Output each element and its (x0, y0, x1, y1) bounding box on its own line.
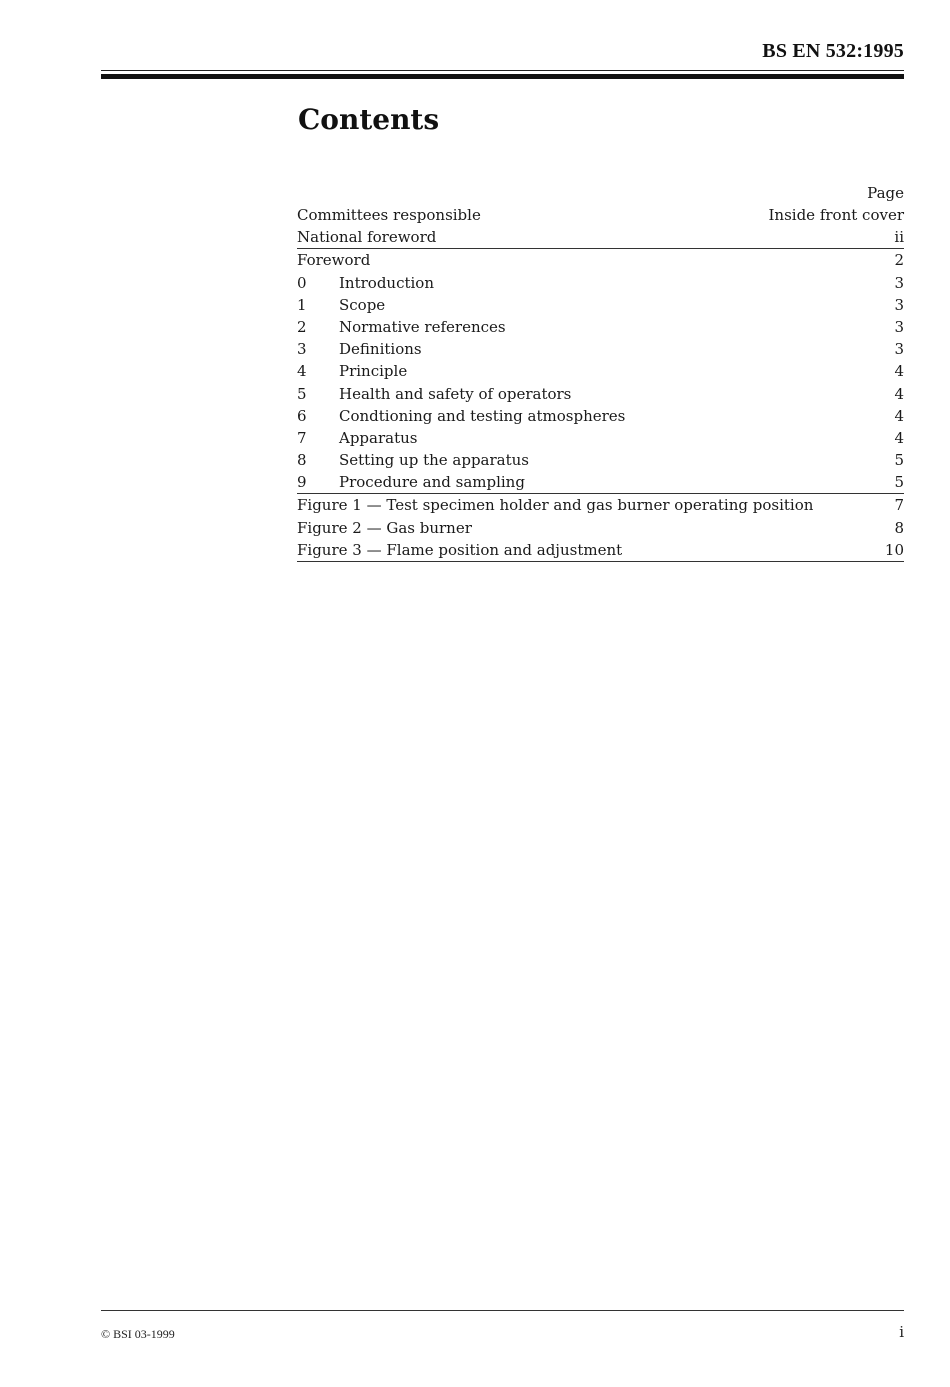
toc-entry-section-2[interactable] (297, 316, 904, 338)
toc-entry-foreword[interactable] (297, 248, 904, 271)
toc-entry-section-6[interactable] (297, 405, 904, 427)
toc-entry-number: 0 (297, 273, 307, 292)
toc-entry-label: National foreword (297, 228, 437, 247)
toc-entry-page: 5 (894, 451, 904, 470)
toc-entry-number: 4 (297, 362, 307, 381)
toc-entry-page: 3 (894, 317, 904, 336)
toc-entry-page: 3 (894, 340, 904, 359)
table-of-contents (297, 182, 904, 562)
toc-entry-section-3[interactable] (297, 338, 904, 360)
toc-entry-figure-1[interactable] (297, 493, 904, 516)
toc-entry-label: Condtioning and testing atmospheres (339, 406, 626, 425)
toc-entry-section-7[interactable] (297, 427, 904, 449)
toc-entry-label: Figure 2 — Gas burner (297, 518, 472, 537)
toc-entry-figure-3[interactable] (297, 539, 904, 561)
toc-entry-section-0[interactable] (297, 272, 904, 294)
footer-rule (101, 1310, 904, 1311)
toc-entry-label: Procedure and sampling (339, 473, 525, 492)
toc-entry-number: 9 (297, 473, 307, 492)
header-rule-thin (101, 70, 904, 71)
toc-entry-label: Definitions (339, 340, 422, 359)
toc-entry-label: Introduction (339, 273, 434, 292)
toc-entry-page: 7 (894, 496, 904, 515)
toc-entry-label: Setting up the apparatus (339, 451, 529, 470)
header-rule-thick (101, 74, 904, 79)
standard-number: BS EN 532:1995 (762, 40, 904, 62)
toc-entry-label: Foreword (297, 251, 371, 270)
toc-entry-page: 10 (884, 540, 904, 559)
toc-entry-section-4[interactable] (297, 360, 904, 382)
toc-entry-page: 3 (894, 273, 904, 292)
page-number: i (899, 1323, 904, 1341)
toc-entry-label: Health and safety of operators (339, 384, 572, 403)
toc-entry-committees[interactable] (297, 204, 904, 226)
toc-end-rule (297, 561, 904, 562)
copyright-notice: © BSI 03-1999 (101, 1327, 175, 1341)
toc-entry-page: 5 (894, 473, 904, 492)
toc-entry-number: 3 (297, 340, 307, 359)
toc-entry-number: 6 (297, 406, 307, 425)
toc-entry-page: 2 (894, 251, 904, 270)
toc-entry-national-foreword[interactable] (297, 226, 904, 248)
toc-entry-page: Inside front cover (768, 206, 904, 224)
toc-entry-page: ii (894, 228, 904, 247)
toc-entry-label: Scope (339, 295, 386, 314)
toc-entry-label: Normative references (339, 317, 506, 336)
toc-entry-page: 4 (894, 406, 904, 425)
toc-entry-page: 3 (894, 295, 904, 314)
toc-entry-number: 8 (297, 451, 307, 470)
toc-entry-label: Figure 3 — Flame position and adjustment (297, 540, 623, 559)
toc-entry-section-1[interactable] (297, 294, 904, 316)
toc-entry-section-8[interactable] (297, 449, 904, 471)
toc-entry-figure-2[interactable] (297, 517, 904, 539)
toc-entry-label: Apparatus (339, 428, 418, 447)
toc-entry-page: 8 (894, 518, 904, 537)
toc-entry-number: 1 (297, 295, 307, 314)
toc-entry-page: 4 (894, 362, 904, 381)
toc-entry-label: Committees responsible (297, 206, 481, 224)
toc-page-heading: Page (867, 184, 904, 202)
toc-entry-page: 4 (894, 428, 904, 447)
toc-entry-page: 4 (894, 384, 904, 403)
toc-entry-label: Figure 1 — Test specimen holder and gas burner operating position (297, 496, 814, 515)
toc-entry-section-9[interactable] (297, 471, 904, 493)
toc-entry-section-5[interactable] (297, 383, 904, 405)
toc-entry-number: 7 (297, 428, 307, 447)
toc-entry-number: 5 (297, 384, 307, 403)
toc-entry-number: 2 (297, 317, 307, 336)
page-title: Contents (298, 103, 440, 136)
toc-entry-label: Principle (339, 362, 408, 381)
